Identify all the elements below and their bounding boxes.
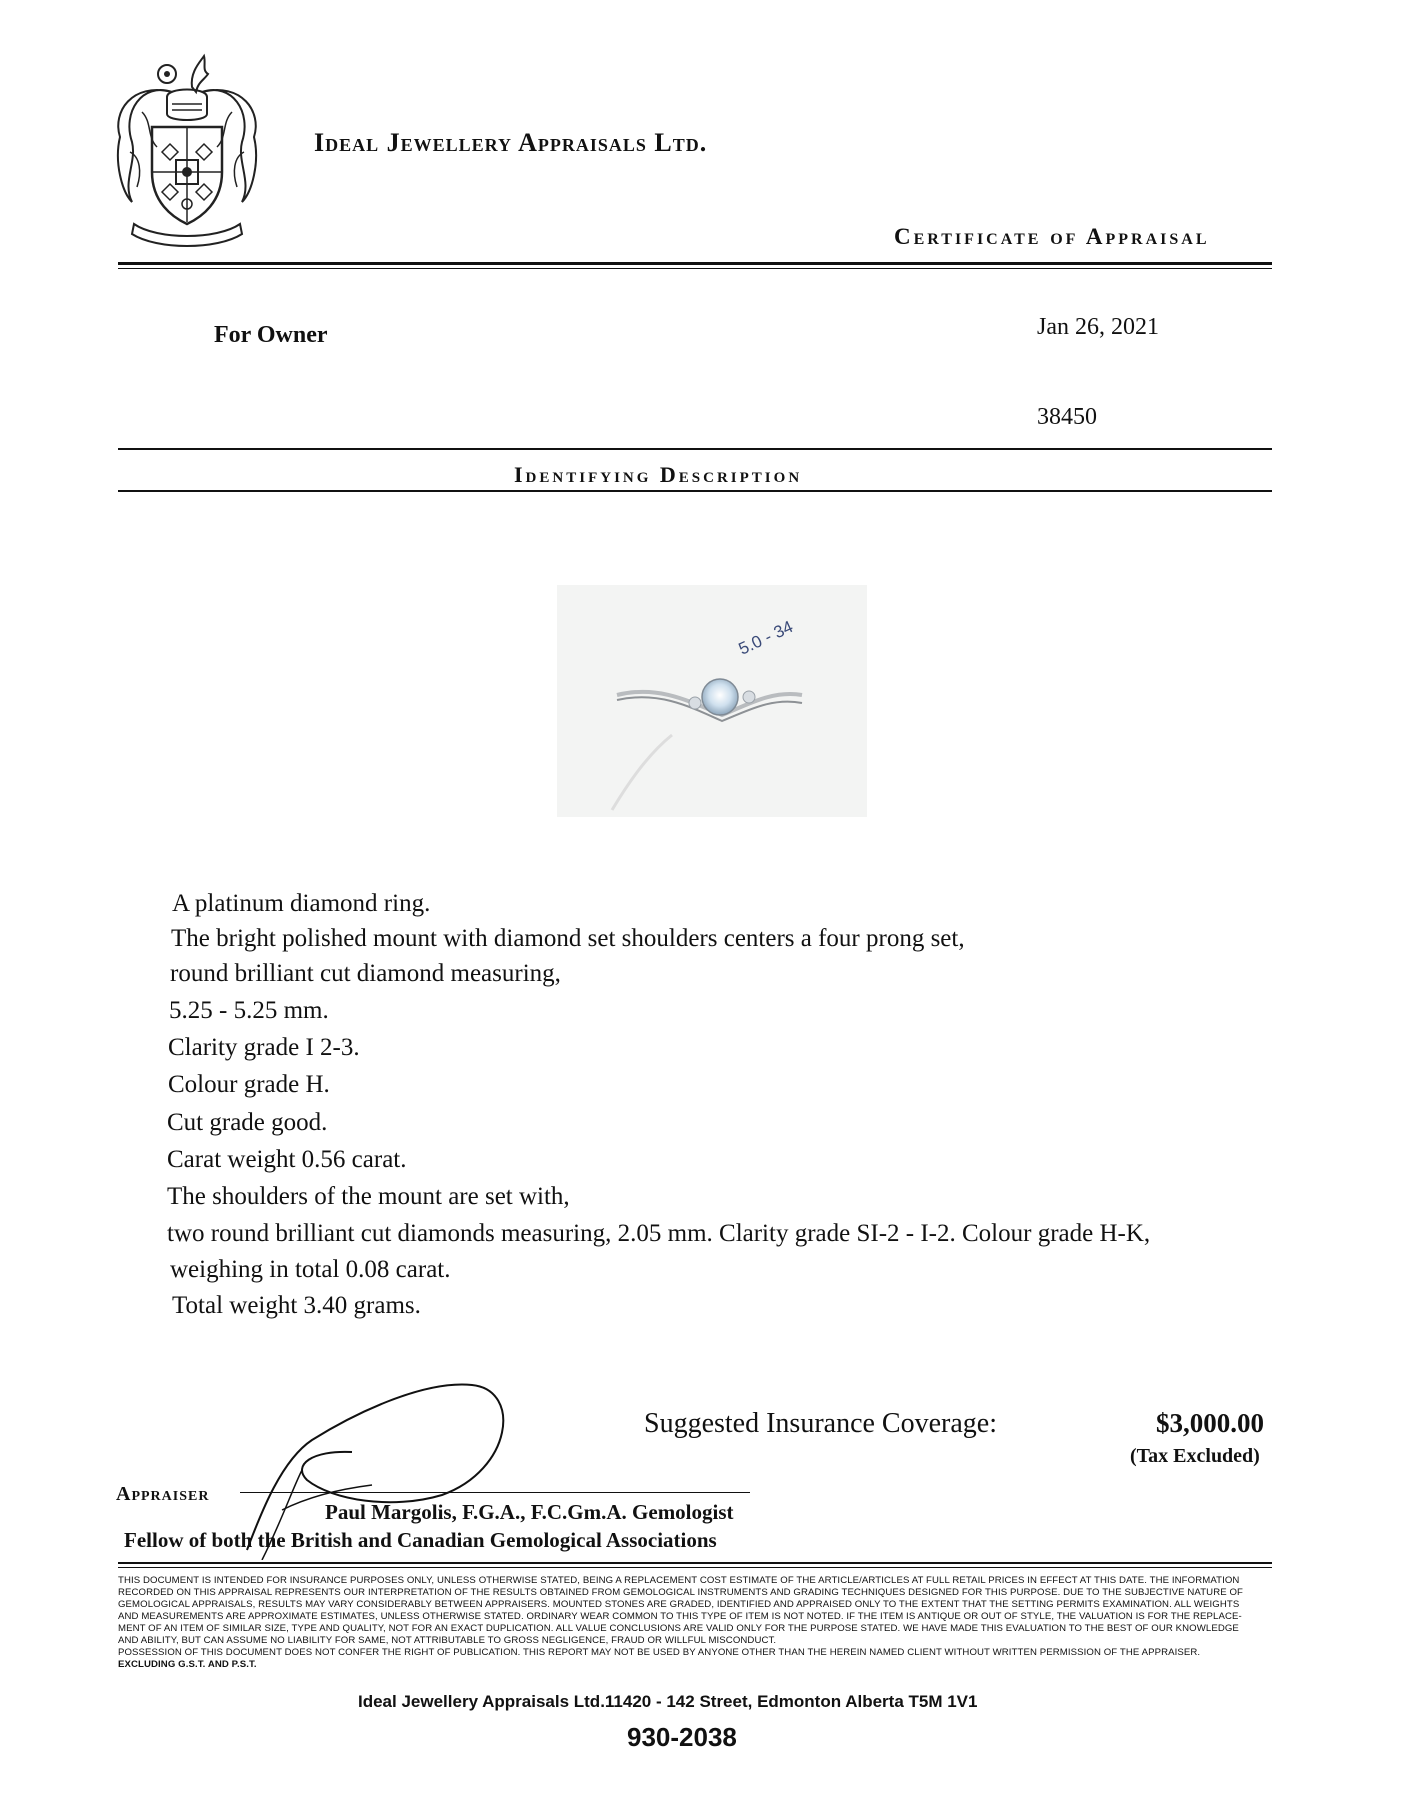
- appraiser-fellowship: Fellow of both the British and Canadian Gemological Associations: [124, 1528, 717, 1552]
- appraisal-date: Jan 26, 2021: [1037, 314, 1159, 340]
- disclaimer-line: MENT OF AN ITEM OF SIMILAR SIZE, TYPE AND QUALITY, NOT FOR AN EXACT DUPLICATION. ALL VALUE CONCLUSIONS ARE VALID ONLY FOR THE PURPOSE STATED. WE HAVE MADE THIS EVALUATION TO THE BEST OF OUR KNOWLEDGE: [118, 1623, 1239, 1634]
- description-line: two round brilliant cut diamonds measuring, 2.05 mm. Clarity grade SI-2 - I-2. Colour grade H-K,: [167, 1220, 1151, 1247]
- company-name: Ideal Jewellery Appraisals Ltd.: [314, 128, 708, 157]
- company-crest-logo: [112, 52, 262, 252]
- appraiser-name: Paul Margolis, F.G.A., F.C.Gm.A. Gemologist: [325, 1500, 734, 1524]
- document-title: Certificate of Appraisal: [894, 224, 1210, 249]
- description-line: 5.25 - 5.25 mm.: [169, 997, 329, 1024]
- description-line: Carat weight 0.56 carat.: [167, 1146, 407, 1173]
- coverage-tax-note: (Tax Excluded): [1130, 1445, 1260, 1467]
- disclaimer-line: THIS DOCUMENT IS INTENDED FOR INSURANCE PURPOSES ONLY, UNLESS OTHERWISE STATED, BEING A REPLACEMENT COST ESTIMATE OF THE ARTICLE/ARTICLES AT FULL RETAIL PRICES IN EFFECT AT THIS DATE. THE INFORMATION: [118, 1575, 1240, 1586]
- coverage-amount: $3,000.00: [1156, 1408, 1264, 1438]
- disclaimer-text: [118, 1575, 1272, 1671]
- section-rule-top: [118, 448, 1272, 450]
- description-line: round brilliant cut diamond measuring,: [170, 960, 561, 987]
- footer-phone: 930-2038: [627, 1722, 737, 1752]
- disclaimer-line: GEMOLOGICAL APPRAISALS, RESULTS MAY VARY CONSIDERABLY BETWEEN APPRAISERS. MOUNTED STONES ARE GRADED, IDENTIFIED AND APPRAISED ONLY TO THE EXTENT THAT THE SETTING PERMITS EXAMINATION. ALL WEIGHTS: [118, 1599, 1240, 1610]
- reference-number: 38450: [1037, 404, 1097, 430]
- description-line: weighing in total 0.08 carat.: [170, 1256, 451, 1283]
- disclaimer-line: EXCLUDING G.S.T. AND P.S.T.: [118, 1659, 257, 1670]
- header-rule: [118, 262, 1272, 265]
- description-line: A platinum diamond ring.: [172, 890, 431, 917]
- disclaimer-line: AND MEASUREMENTS ARE APPROXIMATE ESTIMATES, UNLESS OTHERWISE STATED. ORDINARY WEAR COMMON TO THIS TYPE OF ITEM IS NOT NOTED. IF THE ITEM IS ANTIQUE OR OUT OF STYLE, THE VALUATION IS FOR THE REPLACE-: [118, 1611, 1242, 1622]
- owner-label: For Owner: [214, 322, 328, 348]
- section-title: Identifying Description: [514, 462, 803, 487]
- ring-photo-tag: 5.0 - 34: [735, 617, 796, 659]
- description-line: Total weight 3.40 grams.: [172, 1292, 421, 1319]
- coverage-label: Suggested Insurance Coverage:: [644, 1408, 997, 1439]
- disclaimer-rule-thin: [118, 1567, 1272, 1568]
- disclaimer-line: AND ABILITY, BUT CAN ASSUME NO LIABILITY FOR SAME, NOT ATTRIBUTABLE TO GROSS NEGLIGENCE, FRAUD OR WILLFUL MISCONDUCT.: [118, 1635, 777, 1646]
- section-rule-bottom: [118, 490, 1272, 492]
- header-rule-thin: [118, 268, 1272, 269]
- footer-address: Ideal Jewellery Appraisals Ltd.11420 - 142 Street, Edmonton Alberta T5M 1V1: [358, 1692, 978, 1711]
- description-line: The shoulders of the mount are set with,: [167, 1183, 570, 1210]
- description-line: Clarity grade I 2-3.: [168, 1034, 360, 1061]
- disclaimer-line: RECORDED ON THIS APPRAISAL REPRESENTS OUR INTERPRETATION OF THE RESULTS OBTAINED FROM GEMOLOGICAL INSTRUMENTS AND GRADING TECHNIQUES DESIGNED FOR THIS PURPOSE. DUE TO THE SUBJECTIVE NATURE OF: [118, 1587, 1244, 1598]
- description-line: Cut grade good.: [167, 1109, 328, 1136]
- signature-line: [240, 1492, 750, 1493]
- appraiser-label: Appraiser: [116, 1483, 210, 1505]
- disclaimer-line: POSSESSION OF THIS DOCUMENT DOES NOT CONFER THE RIGHT OF PUBLICATION. THIS REPORT MAY NOT BE USED BY ANYONE OTHER THAN THE HEREIN NAMED CLIENT WITHOUT WRITTEN PERMISSION OF THE APPRAISER.: [118, 1647, 1201, 1658]
- disclaimer-rule: [118, 1562, 1272, 1564]
- description-line: The bright polished mount with diamond set shoulders centers a four prong set,: [171, 925, 965, 952]
- description-line: Colour grade H.: [168, 1071, 330, 1098]
- ring-photo: [557, 585, 867, 817]
